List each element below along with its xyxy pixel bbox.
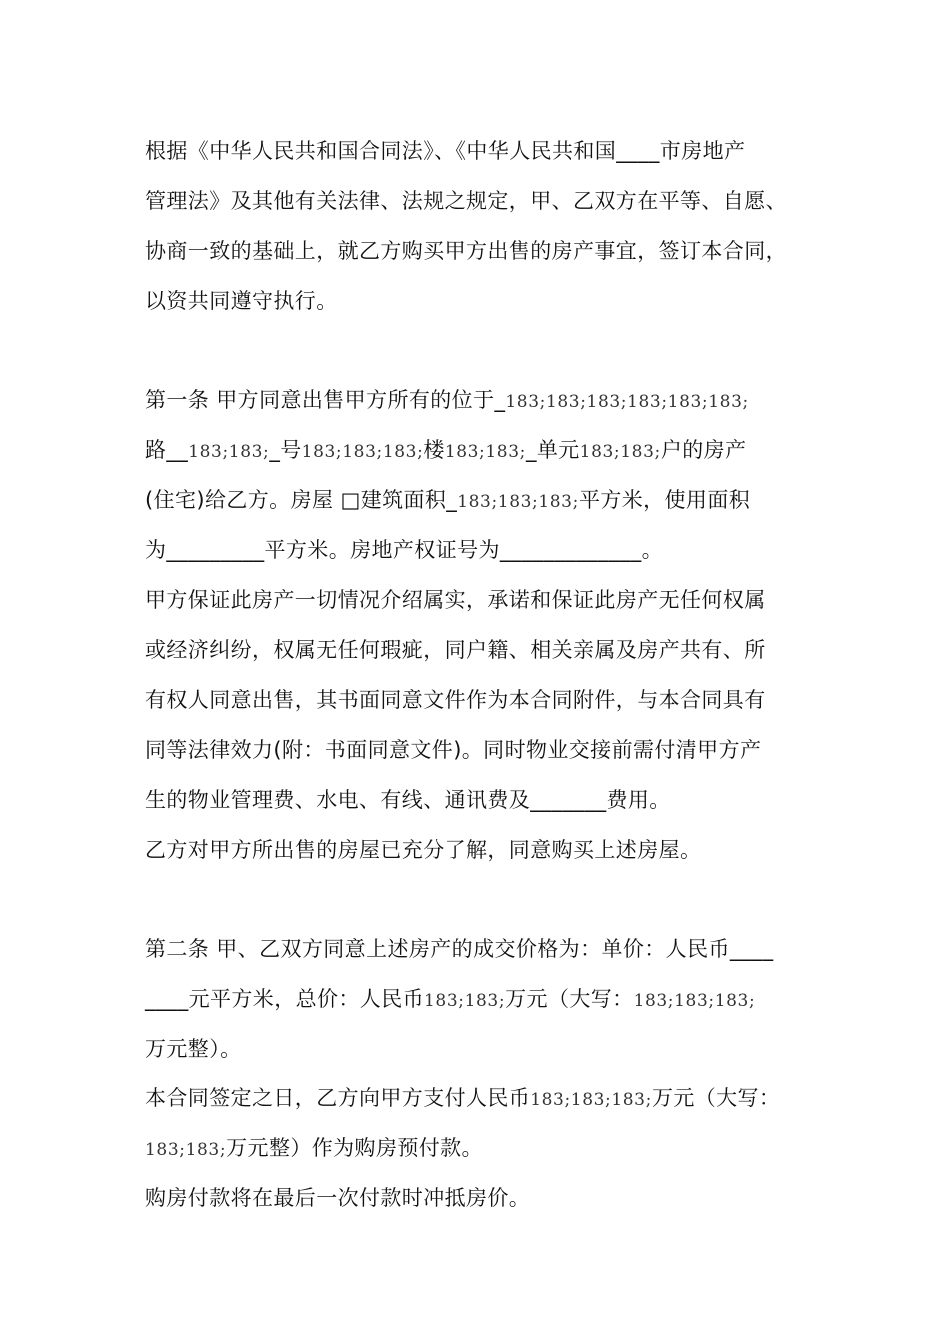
road-code: 183;183;: [188, 442, 270, 462]
preamble-line-1: 根据《中华人民共和国合同法》、《中华人民共和国____市房地产: [145, 139, 746, 163]
number-code: 183;183;183;: [301, 442, 424, 462]
prepay-capital-code: 183;183;: [145, 1140, 227, 1160]
household-label: 户的房产: [660, 438, 747, 462]
prepay-capital-tail: 万元整）作为购房预付款。: [226, 1136, 483, 1160]
prepay-code: 183;183;183;: [530, 1090, 652, 1110]
building-label: 楼: [423, 438, 445, 462]
number-label: _号: [269, 438, 302, 462]
article2-line-1: 第二条 甲、乙双方同意上述房产的成交价格为：单价：人民币____: [145, 937, 774, 961]
article2-line-4: [145, 1083, 780, 1115]
article1-para2-line-1: 甲方保证此房产一切情况介绍属实，承诺和保证此房产无任何权属: [145, 588, 766, 612]
prepay-label: 本合同签定之日，乙方向甲方支付人民币: [145, 1086, 531, 1110]
article1-line-3: [145, 485, 750, 517]
preamble-line-3: 协商一致的基础上，就乙方购买甲方出售的房产事宜，签订本合同，: [145, 239, 787, 263]
article2-line-3: 万元整）。: [145, 1037, 242, 1061]
article1-line-1: [145, 385, 749, 417]
article1-para2-line-5: 生的物业管理费、水电、有线、通讯费及_______费用。: [145, 788, 671, 812]
unit-code: 183;183;: [579, 442, 661, 462]
article1-para3: 乙方对甲方所出售的房屋已充分了解，同意购买上述房屋。: [145, 838, 702, 862]
area-code: 183;183;183;: [457, 492, 579, 512]
article1-para2-line-2: 或经济纠纷，权属无任何瑕疵，同户籍、相关亲属及房产共有、所: [145, 638, 766, 662]
article1-line-2: [145, 435, 746, 467]
article2-line-6: 购房付款将在最后一次付款时冲抵房价。: [145, 1186, 531, 1210]
article1-line-4: 为_________平方米。房地产权证号为_____________。: [145, 538, 663, 562]
capital-label: 万元（大写：: [505, 987, 634, 1011]
article1-line-1-code: 183;183;183;183;183;183;: [505, 392, 749, 412]
unit-label: _单元: [525, 438, 580, 462]
total-price-code: 183;183;: [424, 991, 506, 1011]
article2-line-2: [145, 984, 755, 1016]
preamble-line-4: 以资共同遵守执行。: [145, 289, 338, 313]
road-label: 路__: [145, 438, 189, 462]
preamble-line-2: 管理法》及其他有关法律、法规之规定，甲、乙双方在平等、自愿、: [145, 189, 787, 213]
total-price-label: ____元平方米，总价：人民币: [145, 987, 424, 1011]
area-label: (住宅)给乙方。房屋 □建筑面积_: [145, 488, 458, 512]
capital-code: 183;183;183;: [633, 991, 756, 1011]
article1-line-1-text: 第一条 甲方同意出售甲方所有的位于_: [145, 388, 506, 412]
area-tail: 平方米，使用面积: [578, 488, 751, 512]
article2-line-5: [145, 1133, 483, 1165]
article1-para2-line-4: 同等法律效力(附：书面同意文件)。同时物业交接前需付清甲方产: [145, 738, 762, 762]
prepay-tail: 万元（大写：: [651, 1086, 781, 1110]
article1-para2-line-3: 有权人同意出售，其书面同意文件作为本合同附件，与本合同具有: [145, 688, 766, 712]
building-code: 183;183;: [444, 442, 526, 462]
